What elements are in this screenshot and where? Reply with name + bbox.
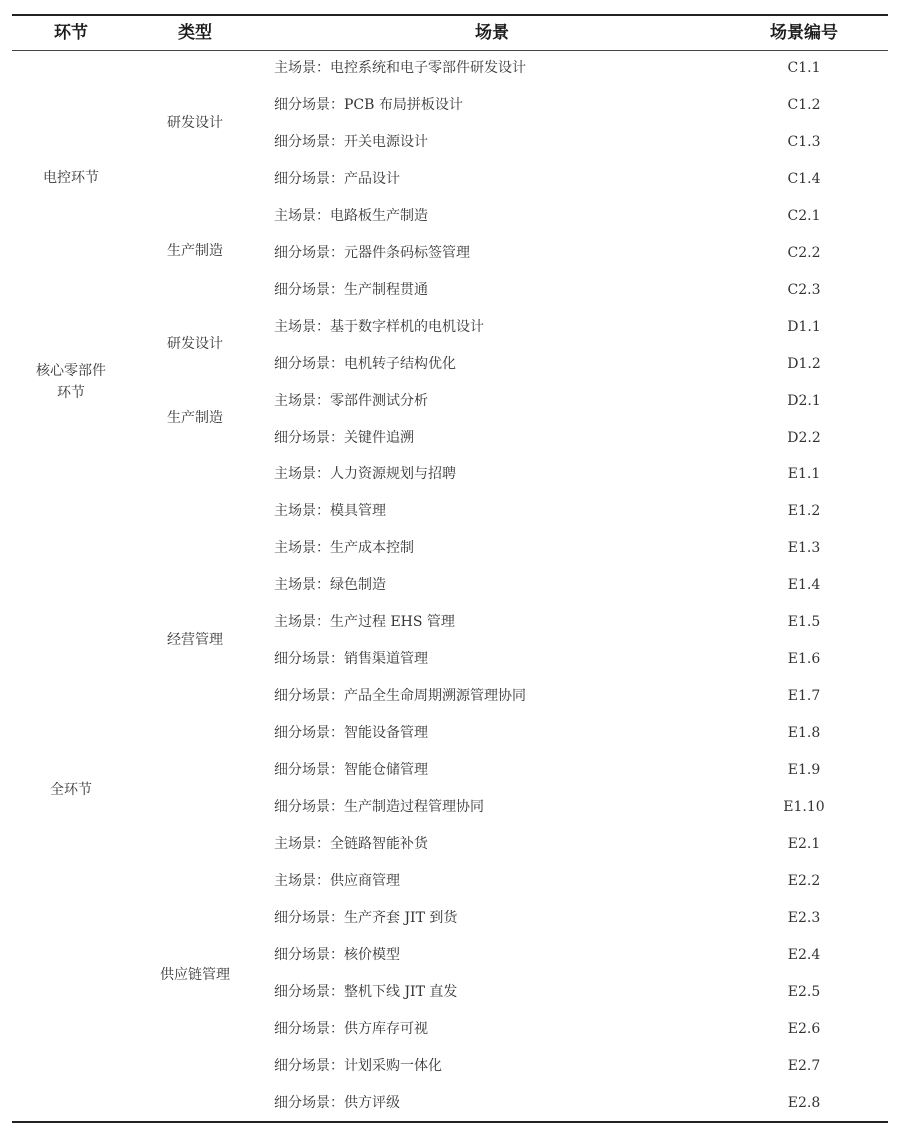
group-label: [16, 772, 126, 808]
type-label: [140, 622, 250, 658]
scene-cell: 细分场景：生产制造过程管理协同: [274, 799, 484, 815]
scene-code-cell: E2.1: [787, 835, 821, 852]
header-huanjie: 环节: [54, 23, 88, 43]
type-label-text: 研发设计: [167, 336, 223, 352]
scene-code-cell: E1.2: [787, 503, 821, 520]
group-label: [16, 354, 126, 410]
scene-cell: 主场景：人力资源规划与招聘: [274, 466, 456, 483]
scene-code-cell: E2.6: [787, 1020, 821, 1037]
scene-code-cell: D1.1: [787, 318, 821, 335]
scene-cell: 细分场景：供方库存可视: [274, 1020, 428, 1037]
scene-code-cell: E1.4: [787, 577, 821, 594]
scene-code-cell: D2.2: [787, 429, 821, 446]
scene-cell: 细分场景：生产齐套 JIT 到货: [274, 909, 458, 926]
scene-code-cell: D1.2: [787, 355, 821, 372]
type-label: [140, 233, 250, 269]
scene-cell: 细分场景：核价模型: [274, 946, 400, 963]
table-header-rule: [12, 50, 888, 51]
scene-code-cell: C2.3: [787, 281, 821, 298]
type-label-text: 研发设计: [167, 115, 223, 131]
scene-code-cell: D2.1: [787, 392, 821, 409]
scene-cell: 细分场景：元器件条码标签管理: [274, 244, 470, 261]
scene-code-cell: E1.6: [787, 651, 821, 668]
scene-code-cell: E2.5: [787, 983, 821, 1000]
scene-cell: 细分场景：关键件追溯: [274, 429, 414, 446]
scene-code-cell: E1.10: [783, 799, 825, 815]
group-label-text: 电控环节: [43, 170, 99, 186]
type-label-text: 经营管理: [167, 632, 223, 648]
type-label-text: 供应链管理: [160, 967, 230, 983]
scene-cell: 细分场景：智能仓储管理: [274, 762, 428, 779]
scene-cell: 主场景：模具管理: [274, 503, 386, 520]
header-leixing: 类型: [178, 23, 212, 43]
group-label-text: 环节: [57, 385, 85, 401]
type-label: [140, 957, 250, 993]
scene-code-cell: E2.2: [787, 872, 821, 889]
header-bianhao: 场景编号: [770, 23, 838, 43]
scene-cell: 细分场景：PCB 布局拼板设计: [274, 96, 463, 113]
type-label-text: 生产制造: [167, 410, 223, 426]
scene-code-cell: C1.1: [787, 60, 821, 76]
scene-code-cell: C1.2: [787, 96, 821, 113]
scene-cell: 细分场景：供方评级: [274, 1094, 400, 1111]
scenario-table: [12, 0, 888, 1135]
type-label-text: 生产制造: [167, 243, 223, 259]
scene-code-cell: E1.8: [787, 725, 821, 742]
scene-cell: 主场景：生产过程 EHS 管理: [274, 614, 455, 631]
type-label: [140, 326, 250, 362]
scene-code-cell: E2.8: [787, 1094, 821, 1111]
scene-code-cell: E1.1: [787, 466, 821, 483]
scene-code-cell: E1.3: [787, 540, 821, 557]
scene-cell: 细分场景：生产制程贯通: [274, 281, 428, 298]
scene-cell: 细分场景：智能设备管理: [274, 725, 428, 742]
group-label: [16, 160, 126, 196]
scene-code-cell: E2.4: [787, 946, 821, 963]
scene-code-cell: E1.7: [787, 688, 821, 705]
scene-code-cell: C2.1: [787, 207, 821, 224]
group-label-text: 核心零部件: [36, 363, 106, 379]
scene-cell: 细分场景：产品全生命周期溯源管理协同: [274, 688, 526, 705]
scene-cell: 主场景：生产成本控制: [274, 540, 414, 557]
scene-cell: 主场景：零部件测试分析: [274, 392, 428, 409]
header-changjing: 场景: [475, 23, 509, 43]
type-label: [140, 400, 250, 436]
scene-cell: 细分场景：开关电源设计: [274, 133, 428, 150]
scene-cell: 主场景：供应商管理: [274, 872, 400, 889]
scene-cell: 主场景：电控系统和电子零部件研发设计: [274, 60, 526, 76]
scene-cell: 主场景：基于数字样机的电机设计: [274, 318, 484, 335]
scene-cell: 主场景：绿色制造: [274, 577, 386, 594]
scene-cell: 细分场景：电机转子结构优化: [274, 355, 456, 372]
scene-code-cell: C2.2: [787, 244, 821, 261]
table-bottom-rule: [12, 1121, 888, 1123]
scene-code-cell: E1.5: [787, 614, 821, 631]
scene-code-cell: C1.4: [787, 170, 821, 187]
type-label: [140, 105, 250, 141]
scene-cell: 细分场景：整机下线 JIT 直发: [274, 983, 458, 1000]
scene-code-cell: E2.3: [787, 909, 821, 926]
scene-cell: 细分场景：产品设计: [274, 170, 400, 187]
scene-code-cell: E2.7: [787, 1057, 821, 1074]
scene-cell: 细分场景：销售渠道管理: [274, 651, 428, 668]
scene-code-cell: E1.9: [787, 762, 821, 779]
scene-cell: 主场景：全链路智能补货: [274, 835, 428, 852]
scene-code-cell: C1.3: [787, 133, 821, 150]
scene-cell: 主场景：电路板生产制造: [274, 207, 428, 224]
group-label-text: 全环节: [50, 782, 92, 798]
scene-cell: 细分场景：计划采购一体化: [274, 1057, 442, 1074]
